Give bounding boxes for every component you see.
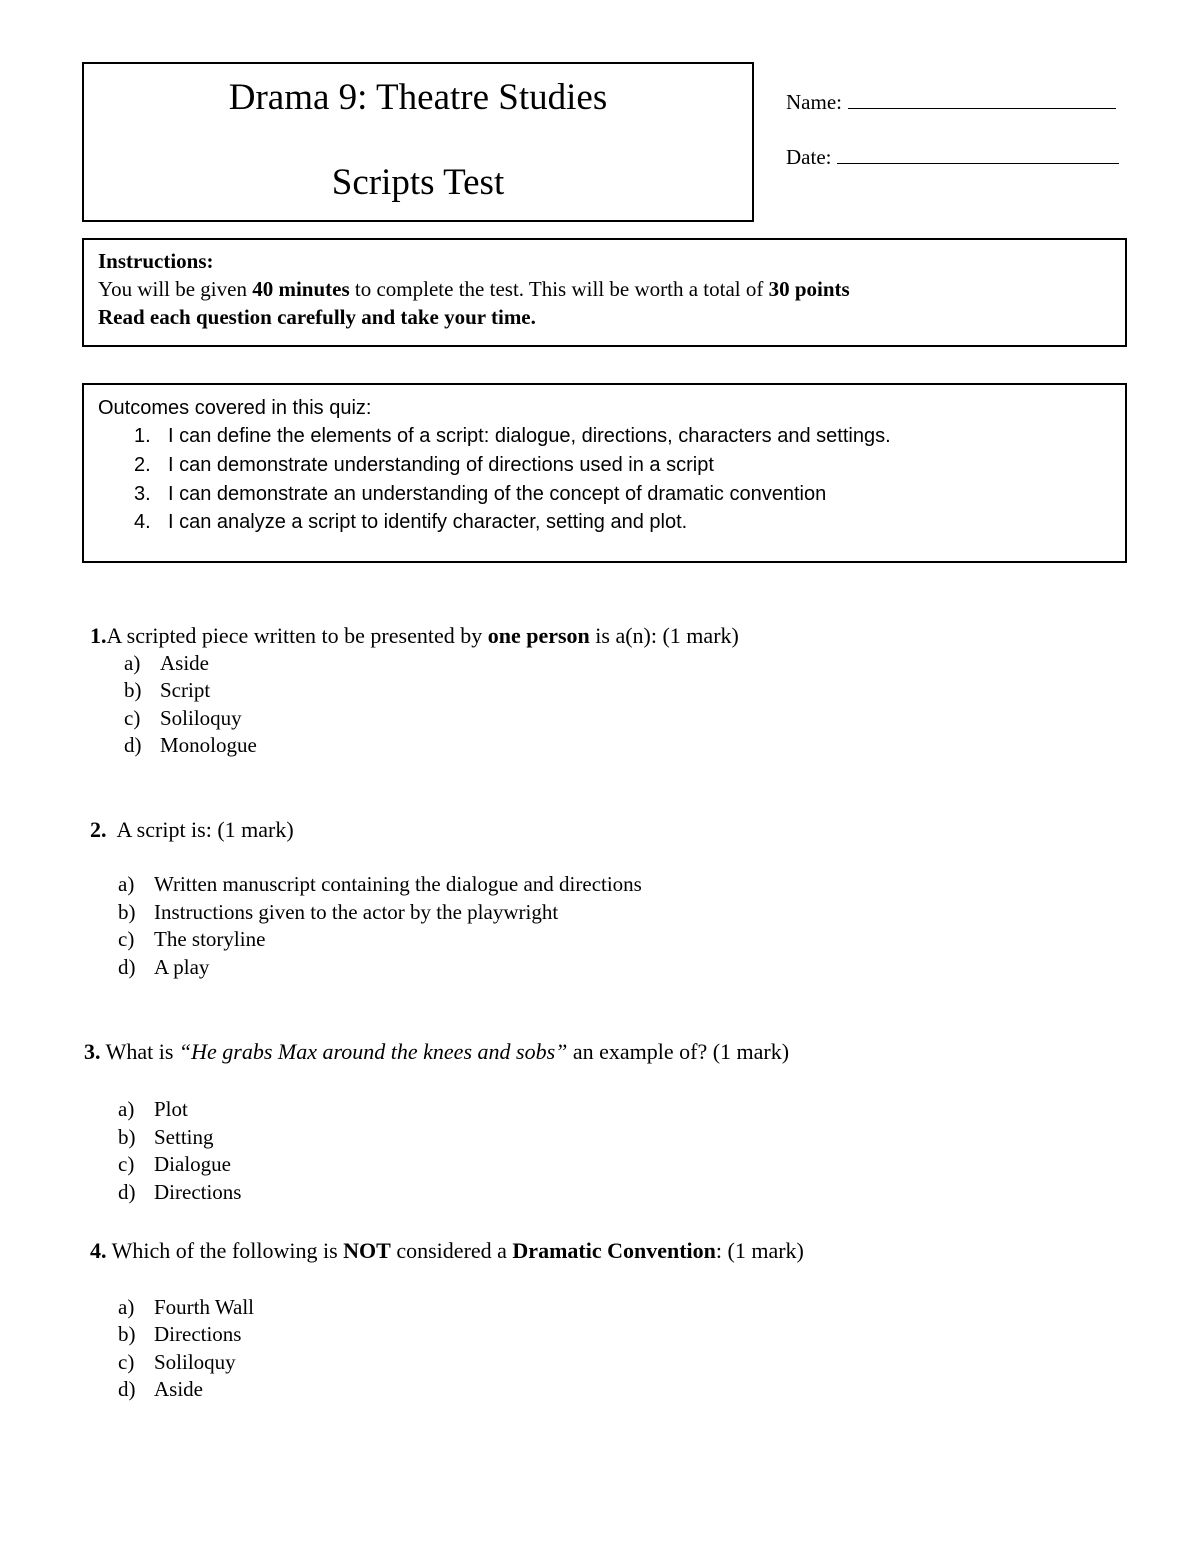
question-number: 1. — [90, 623, 107, 648]
outcomes-box — [82, 383, 1127, 563]
question-2-stem — [90, 817, 294, 843]
question-3-option-c[interactable] — [118, 1152, 231, 1177]
question-text: considered a — [390, 1238, 513, 1263]
instructions-text: You will be given — [98, 277, 253, 301]
outcomes-heading: Outcomes covered in this quiz: — [98, 397, 372, 419]
question-4-option-c[interactable] — [118, 1350, 236, 1375]
question-2-option-d[interactable] — [118, 955, 209, 980]
option-letter: b) — [118, 900, 136, 924]
option-letter: a) — [118, 1097, 135, 1121]
option-text: Plot — [154, 1097, 188, 1121]
question-text: What is — [100, 1039, 179, 1064]
question-text: A script is: (1 mark) — [116, 817, 294, 842]
outcome-number: 4. — [134, 511, 151, 533]
option-letter: a) — [118, 872, 135, 896]
option-letter: d) — [118, 955, 136, 979]
instructions-heading: Instructions: — [98, 249, 214, 273]
option-letter: c) — [124, 706, 141, 730]
option-text: Aside — [160, 651, 209, 675]
question-4-option-a[interactable] — [118, 1295, 254, 1320]
question-text: is a(n): (1 mark) — [589, 623, 739, 648]
question-3-stem — [84, 1039, 789, 1065]
option-letter: c) — [118, 1350, 135, 1374]
question-text: : (1 mark) — [715, 1238, 804, 1263]
option-letter: c) — [118, 927, 135, 951]
outcome-number: 3. — [134, 483, 151, 505]
outcome-number: 2. — [134, 454, 151, 476]
question-1-option-c[interactable] — [124, 706, 242, 731]
option-text: Monologue — [160, 733, 257, 757]
date-field[interactable] — [786, 147, 1119, 168]
option-letter: c) — [118, 1152, 135, 1176]
option-text: Directions — [154, 1180, 242, 1204]
question-1-option-d[interactable] — [124, 733, 257, 758]
page-subtitle: Scripts Test — [331, 162, 505, 203]
instructions-line-1 — [98, 277, 850, 302]
option-letter: a) — [118, 1295, 135, 1319]
option-text: A play — [154, 955, 210, 979]
outcome-text: I can demonstrate an understanding of the concept of dramatic convention — [168, 483, 827, 505]
date-label: Date: — [786, 145, 832, 169]
option-letter: b) — [118, 1322, 136, 1346]
question-text: Which of the following is — [106, 1238, 344, 1263]
option-letter: b) — [124, 678, 142, 702]
option-text: Directions — [154, 1322, 242, 1346]
instructions-time: 40 minutes — [252, 277, 350, 301]
question-1-option-a[interactable] — [124, 651, 209, 676]
name-underline[interactable] — [848, 92, 1116, 109]
instructions-line-2: Read each question carefully and take your time. — [98, 305, 536, 329]
question-2-option-c[interactable] — [118, 927, 265, 952]
question-4-option-d[interactable] — [118, 1377, 203, 1402]
page-title: Drama 9: Theatre Studies — [228, 77, 608, 118]
question-text: an example of? (1 mark) — [567, 1039, 790, 1064]
question-number: 4. — [90, 1238, 107, 1263]
option-letter: b) — [118, 1125, 136, 1149]
question-2-option-a[interactable] — [118, 872, 642, 897]
question-4-stem — [90, 1238, 804, 1264]
outcome-text: I can analyze a script to identify character, setting and plot. — [168, 511, 688, 533]
question-3-option-d[interactable] — [118, 1180, 241, 1205]
name-field[interactable] — [786, 92, 1116, 113]
outcome-text: I can demonstrate understanding of directions used in a script — [168, 454, 714, 476]
instructions-points: 30 points — [768, 277, 850, 301]
outcome-number: 1. — [134, 425, 151, 447]
question-number: 2. — [90, 817, 107, 842]
option-text: Fourth Wall — [154, 1295, 255, 1319]
option-letter: a) — [124, 651, 141, 675]
outcome-text: I can define the elements of a script: dialogue, directions, characters and settings. — [168, 425, 891, 447]
question-1-stem — [90, 623, 739, 649]
question-emphasis: NOT — [343, 1238, 391, 1263]
question-text: A scripted piece written to be presented by — [106, 623, 488, 648]
name-label: Name: — [786, 90, 842, 114]
instructions-text: to complete the test. This will be worth a total of — [349, 277, 769, 301]
question-3-option-b[interactable] — [118, 1125, 214, 1150]
option-text: Setting — [154, 1125, 214, 1149]
question-2-option-b[interactable] — [118, 900, 558, 925]
title-box — [82, 62, 754, 222]
option-text: Dialogue — [154, 1152, 231, 1176]
option-letter: d) — [124, 733, 142, 757]
question-3-option-a[interactable] — [118, 1097, 188, 1122]
option-text: Aside — [154, 1377, 203, 1401]
question-emphasis: Dramatic Convention — [512, 1238, 716, 1263]
option-text: The storyline — [154, 927, 266, 951]
option-text: Instructions given to the actor by the playwright — [154, 900, 559, 924]
instructions-box — [82, 238, 1127, 347]
question-quote: “He grabs Max around the knees and sobs” — [178, 1039, 568, 1064]
option-text: Soliloquy — [160, 706, 242, 730]
question-number: 3. — [84, 1039, 101, 1064]
option-letter: d) — [118, 1377, 136, 1401]
question-4-option-b[interactable] — [118, 1322, 241, 1347]
option-text: Written manuscript containing the dialogue and directions — [154, 872, 642, 896]
option-letter: d) — [118, 1180, 136, 1204]
option-text: Script — [160, 678, 211, 702]
question-emphasis: one person — [487, 623, 590, 648]
question-1-option-b[interactable] — [124, 678, 210, 703]
option-text: Soliloquy — [154, 1350, 236, 1374]
date-underline[interactable] — [837, 147, 1119, 164]
